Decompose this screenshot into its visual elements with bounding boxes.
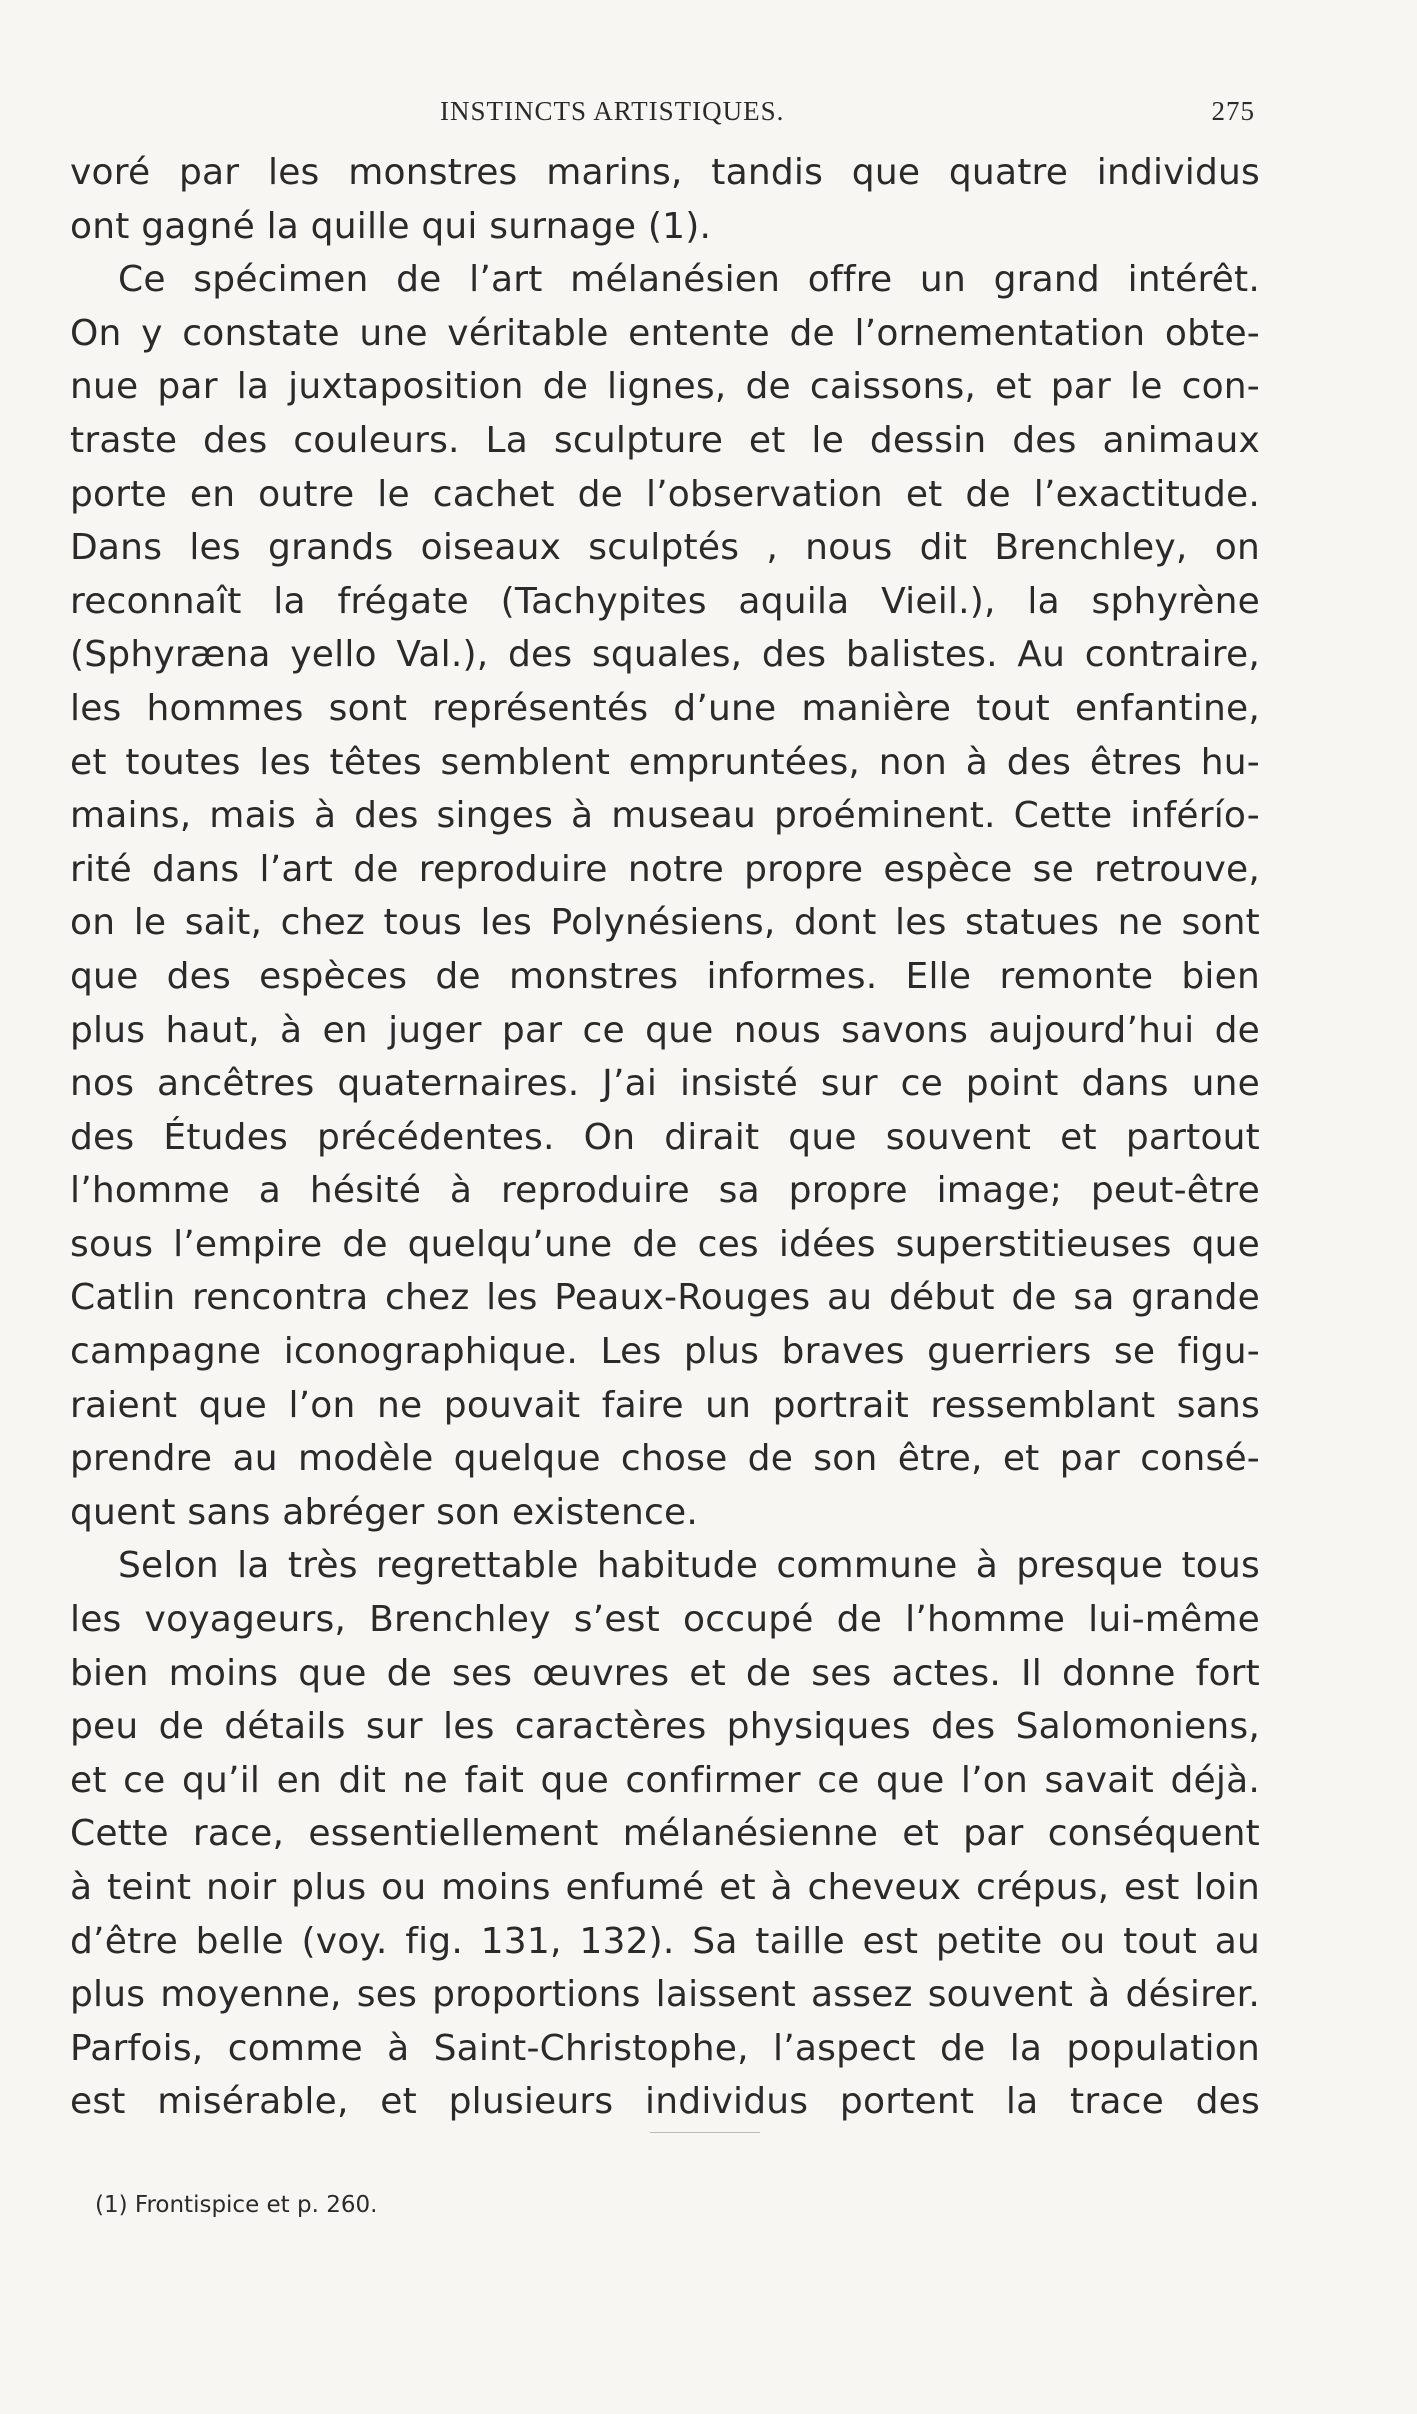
- body-text: [70, 146, 1260, 2129]
- text-line: des Études précédentes. On dirait que souvent et partout: [70, 1116, 1260, 1158]
- running-head-title: INSTINCTS ARTISTIQUES.: [440, 96, 785, 126]
- text-line: et ce qu’il en dit ne fait que confirmer ce que l’on savait déjà.: [70, 1759, 1260, 1801]
- text-line: plus haut, à en juger par ce que nous savons aujourd’hui de: [70, 1009, 1260, 1051]
- running-head: [420, 96, 1280, 136]
- text-line: à teint noir plus ou moins enfumé et à cheveux crépus, est loin: [70, 1867, 1260, 1908]
- text-line: voré par les monstres marins, tandis que quatre individus: [70, 152, 1260, 193]
- text-line: sous l’empire de quelqu’une de ces idées superstitieuses que: [70, 1223, 1260, 1265]
- text-line: Ce spécimen de l’art mélanésien offre un grand intérêt.: [118, 259, 1260, 301]
- text-line: reconnaît la frégate (Tachypites aquila Vieil.), la sphyrène: [70, 580, 1260, 622]
- text-line: les hommes sont représentés d’une manière tout enfantine,: [70, 687, 1260, 729]
- text-line: porte en outre le cachet de l’observation et de l’exactitude.: [70, 473, 1260, 515]
- text-line: raient que l’on ne pouvait faire un portrait ressemblant sans: [70, 1384, 1260, 1426]
- text-line: plus moyenne, ses proportions laissent assez souvent à désirer.: [70, 1974, 1260, 2016]
- text-line: est misérable, et plusieurs individus portent la trace des: [70, 2081, 1260, 2123]
- text-line: On y constate une véritable entente de l’ornementation obte-: [70, 312, 1260, 354]
- text-line: Dans les grands oiseaux sculptés , nous dit Brenchley, on: [70, 527, 1260, 569]
- text-line: traste des couleurs. La sculpture et le dessin des animaux: [70, 419, 1260, 461]
- text-line: bien moins que de ses œuvres et de ses actes. Il donne fort: [70, 1652, 1260, 1694]
- footnote-divider: [650, 2132, 760, 2133]
- text-line: nue par la juxtaposition de lignes, de caissons, et par le con-: [70, 366, 1260, 408]
- text-line: rité dans l’art de reproduire notre propre espèce se retrouve,: [70, 848, 1260, 890]
- footnote: (1) Frontispice et p. 260.: [95, 2192, 378, 2218]
- text-line: quent sans abréger son existence.: [70, 1491, 699, 1533]
- text-line: campagne iconographique. Les plus braves guerriers se figu-: [70, 1331, 1260, 1373]
- text-line: l’homme a hésité à reproduire sa propre image; peut-être: [70, 1170, 1260, 1212]
- text-line: et toutes les têtes semblent empruntées, non à des êtres hu-: [70, 741, 1260, 783]
- text-line: peu de détails sur les caractères physiques des Salomoniens,: [70, 1706, 1260, 1748]
- page-number: 275: [1211, 96, 1255, 126]
- text-line: d’être belle (voy. fig. 131, 132). Sa taille est petite ou tout au: [70, 1920, 1260, 1962]
- text-line: on le sait, chez tous les Polynésiens, dont les statues ne sont: [70, 902, 1260, 944]
- text-line: que des espèces de monstres informes. Elle remonte bien: [70, 955, 1260, 997]
- text-line: Parfois, comme à Saint-Christophe, l’aspect de la population: [70, 2027, 1260, 2069]
- text-line: prendre au modèle quelque chose de son être, et par consé-: [70, 1438, 1260, 1480]
- text-line: nos ancêtres quaternaires. J’ai insisté sur ce point dans une: [70, 1063, 1260, 1105]
- text-line: Selon la très regrettable habitude commune à presque tous: [118, 1545, 1260, 1587]
- text-line: mains, mais à des singes à museau proéminent. Cette inférío-: [70, 795, 1260, 837]
- text-line: ont gagné la quille qui surnage (1).: [70, 205, 712, 247]
- text-line: (Sphyræna yello Val.), des squales, des balistes. Au contraire,: [70, 634, 1260, 676]
- text-line: Cette race, essentiellement mélanésienne et par conséquent: [70, 1813, 1260, 1855]
- text-line: les voyageurs, Brenchley s’est occupé de l’homme lui-même: [70, 1599, 1260, 1641]
- text-line: Catlin rencontra chez les Peaux-Rouges au début de sa grande: [70, 1277, 1260, 1319]
